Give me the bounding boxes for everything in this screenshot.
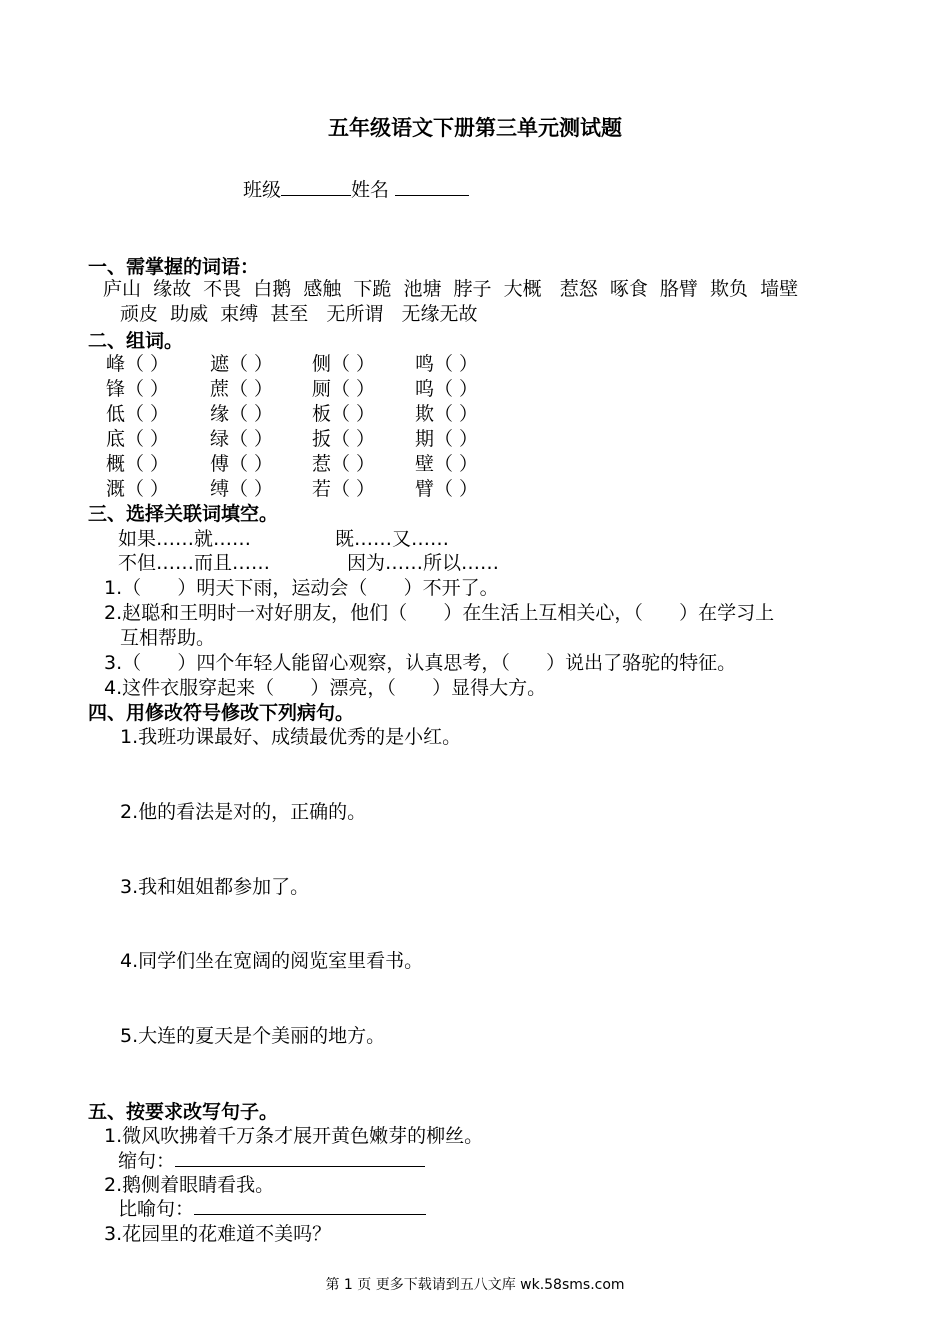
word-group-item: 遮（ ）	[210, 353, 274, 375]
section1-heading: 一、需掌握的词语：	[88, 256, 260, 278]
word-group-item: 厕（ ）	[312, 378, 376, 400]
word-group-item: 峰（ ）	[106, 353, 170, 375]
word-group-item: 若（ ）	[312, 478, 376, 500]
word-group-item: 欺（ ）	[415, 403, 479, 425]
word-group-item: 锋（ ）	[106, 378, 170, 400]
answer-line[interactable]	[175, 1148, 425, 1167]
word-group-item: 缘（ ）	[210, 403, 274, 425]
conjunction-question-2: 2.赵聪和王明时一对好朋友，他们（ ）在生活上互相关心，（ ）在学习上	[104, 602, 775, 624]
conjunction-option: 因为……所以……	[347, 552, 500, 574]
vocab-line-1: 庐山 缘故 不畏 白鹅 感触 下跪 池塘 脖子 大概 惹怒 啄食 胳臂 欺负 墙壁	[103, 278, 799, 300]
conjunction-option: 不但……而且……	[118, 552, 271, 574]
word-group-item: 蔗（ ）	[210, 378, 274, 400]
conjunction-question-3: 3.（ ）四个年轻人能留心观察，认真思考，（ ）说出了骆驼的特征。	[104, 652, 737, 674]
word-group-item: 低（ ）	[106, 403, 170, 425]
sentence-fix-item: 1.我班功课最好、成绩最优秀的是小红。	[120, 726, 462, 748]
word-group-item: 期（ ）	[415, 428, 479, 450]
word-group-item: 缚（ ）	[210, 478, 274, 500]
name-label: 姓名	[351, 179, 390, 201]
conjunction-question-4: 4.这件衣服穿起来（ ）漂亮，（ ）显得大方。	[104, 677, 547, 699]
shorten-label: 缩句：	[118, 1150, 176, 1172]
word-group-item: 扳（ ）	[312, 428, 376, 450]
word-group-item: 侧（ ）	[312, 353, 376, 375]
vocab-line-2: 顽皮 助威 束缚 甚至 无所谓 无缘无故	[120, 303, 478, 325]
name-blank[interactable]	[395, 177, 469, 196]
rewrite-answer-1	[118, 1146, 425, 1173]
word-group-item: 鸣（ ）	[415, 353, 479, 375]
word-group-item: 臂（ ）	[415, 478, 479, 500]
rewrite-answer-2	[118, 1194, 426, 1221]
page-footer: 第 1 页 更多下载请到五八文库 wk.58sms.com	[325, 1277, 625, 1293]
word-group-item: 惹（ ）	[312, 453, 376, 475]
sentence-fix-item: 4.同学们坐在宽阔的阅览室里看书。	[120, 950, 424, 972]
rewrite-question-1: 1.微风吹拂着千万条才展开黄色嫩芽的柳丝。	[104, 1125, 484, 1147]
conjunction-question-2-cont: 互相帮助。	[120, 627, 216, 649]
sentence-fix-item: 2.他的看法是对的，正确的。	[120, 801, 367, 823]
word-group-item: 板（ ）	[312, 403, 376, 425]
page-title: 五年级语文下册第三单元测试题	[328, 116, 622, 140]
conjunction-option: 既……又……	[335, 528, 450, 550]
metaphor-label: 比喻句：	[118, 1198, 195, 1220]
section3-heading: 三、选择关联词填空。	[88, 503, 279, 525]
section4-heading: 四、用修改符号修改下列病句。	[88, 702, 355, 724]
word-group-item: 绿（ ）	[210, 428, 274, 450]
student-info-line	[243, 175, 469, 202]
word-group-item: 底（ ）	[106, 428, 170, 450]
section2-heading: 二、组词。	[88, 330, 184, 352]
answer-line[interactable]	[194, 1196, 426, 1215]
class-blank[interactable]	[281, 177, 351, 196]
word-group-item: 溉（ ）	[106, 478, 170, 500]
conjunction-option: 如果……就……	[118, 528, 252, 550]
rewrite-question-2: 2.鹅侧着眼睛看我。	[104, 1174, 275, 1196]
sentence-fix-item: 3.我和姐姐都参加了。	[120, 876, 310, 898]
word-group-item: 傅（ ）	[210, 453, 274, 475]
sentence-fix-item: 5.大连的夏天是个美丽的地方。	[120, 1025, 386, 1047]
rewrite-question-3: 3.花园里的花难道不美吗？	[104, 1223, 332, 1245]
conjunction-question-1: 1.（ ）明天下雨，运动会（ ）不开了。	[104, 577, 499, 599]
word-group-item: 呜（ ）	[415, 378, 479, 400]
word-group-item: 概（ ）	[106, 453, 170, 475]
word-group-item: 壁（ ）	[415, 453, 479, 475]
class-label: 班级	[243, 179, 282, 201]
section5-heading: 五、按要求改写句子。	[88, 1101, 279, 1123]
